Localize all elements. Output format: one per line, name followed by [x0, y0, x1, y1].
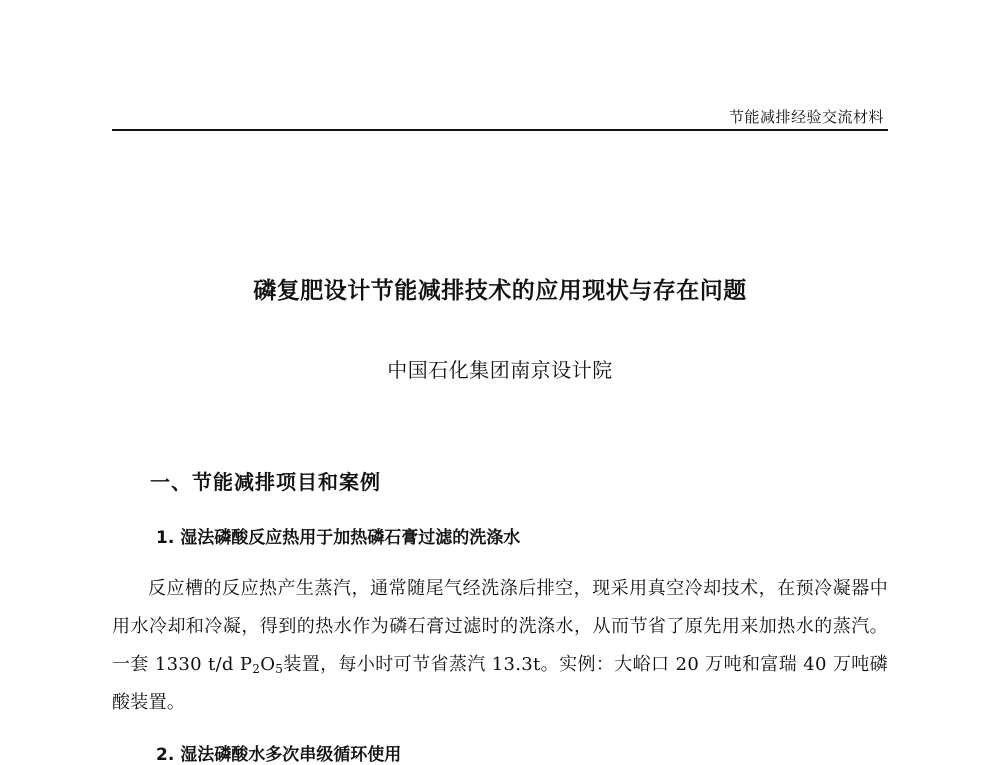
section-heading: 一、节能减排项目和案例 — [150, 470, 381, 494]
subscript-2: 2 — [252, 662, 261, 676]
body-paragraph — [112, 570, 888, 722]
running-header: 节能减排经验交流材料 — [728, 108, 884, 126]
author-affiliation: 中国石化集团南京设计院 — [387, 358, 613, 382]
subsection-heading: 2. 湿法磷酸水多次串级循环使用 — [156, 745, 402, 765]
paragraph-text-o: O — [260, 654, 276, 675]
paragraph-text-continued: 装置，每小时可节省蒸汽 13.3t。实例：大峪口 20 万吨和富瑞 40 万吨磷酸装置。 — [112, 654, 888, 713]
document-title: 磷复肥设计节能减排技术的应用现状与存在问题 — [253, 278, 747, 304]
subsection-heading: 1. 湿法磷酸反应热用于加热磷石膏过滤的洗涤水 — [156, 528, 521, 548]
subscript-5: 5 — [275, 662, 284, 676]
header-divider — [112, 129, 888, 131]
paragraph-text: 反应槽的反应热产生蒸汽，通常随尾气经洗涤后排空，现采用真空冷却技术，在预冷凝器中用水冷却和冷凝，得到的热水作为磷石膏过滤时的洗涤水，从而节省了原先用来加热水的蒸汽。一套 1330 t/d P — [112, 578, 888, 675]
